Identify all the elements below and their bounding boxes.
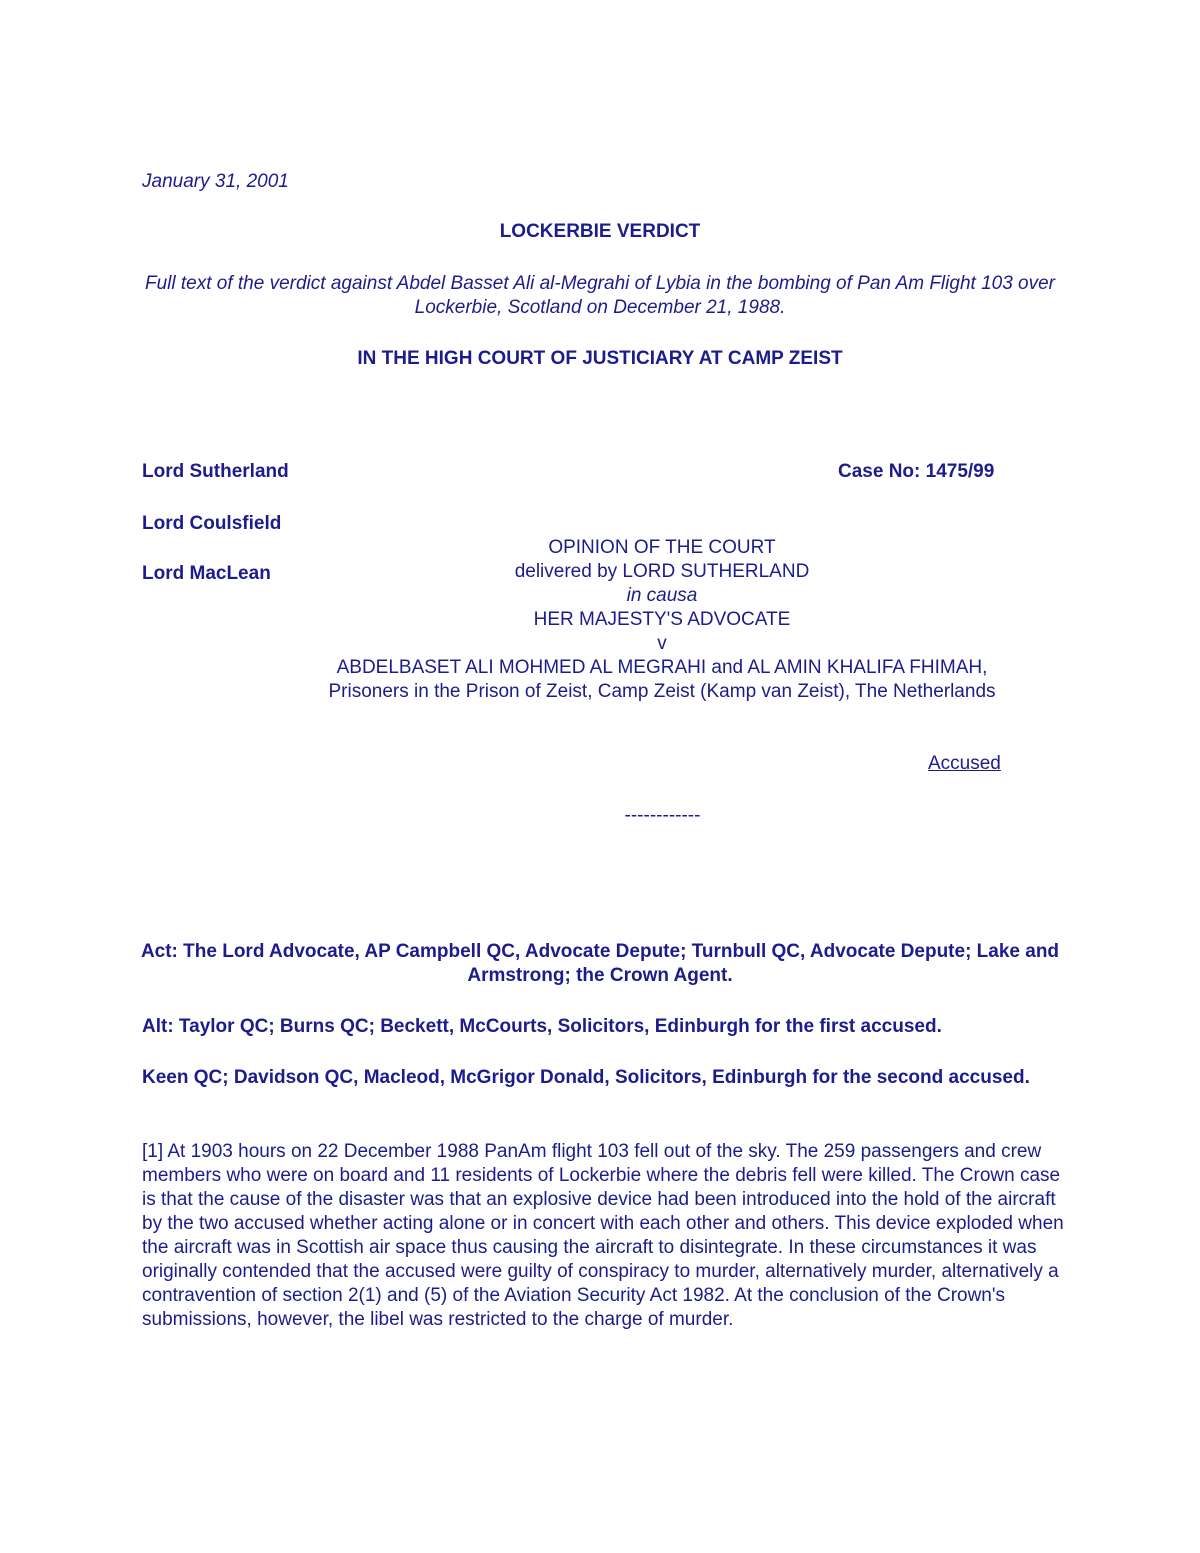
judge-name: Lord MacLean bbox=[142, 563, 271, 584]
judge-name: Lord Sutherland bbox=[142, 461, 289, 482]
document-date: January 31, 2001 bbox=[142, 171, 289, 192]
opinion-prosecutor: HER MAJESTY'S ADVOCATE bbox=[533, 609, 791, 630]
counsel-alt: Alt: Taylor QC; Burns QC; Beckett, McCourts, Solicitors, Edinburgh for the first accused. bbox=[142, 1016, 942, 1037]
counsel-act: Act: The Lord Advocate, AP Campbell QC, Advocate Depute; Turnbull QC, Advocate Depute; Lake and Armstrong; the Crown Agent. bbox=[140, 941, 1060, 986]
counsel-second-accused: Keen QC; Davidson QC, Macleod, McGrigor Donald, Solicitors, Edinburgh for the second accused. bbox=[142, 1067, 1030, 1088]
court-heading: IN THE HIGH COURT OF JUSTICIARY AT CAMP ZEIST bbox=[357, 348, 843, 369]
document-title: LOCKERBIE VERDICT bbox=[499, 221, 701, 242]
paragraph-1: [1] At 1903 hours on 22 December 1988 PanAm flight 103 fell out of the sky. The 259 passengers and crew members who were on board and 11 residents of Lockerbie where the debris fell were killed. The Crown case is that the cause of the disaster was that an explosive device had been introduced into the hold of the aircraft by the two accused whether acting alone or in concert with each other and others. This device exploded when the aircraft was in Scottish air space thus causing the aircraft to disintegrate. In these circumstances it was originally contended that the accused were guilty of conspiracy to murder, alternatively murder, alternatively a contravention of section 2(1) and (5) of the Aviation Security Act 1982. At the conclusion of the Crown's submissions, however, the libel was restricted to the charge of murder. bbox=[142, 1141, 1064, 1330]
case-number: Case No: 1475/99 bbox=[838, 461, 995, 482]
opinion-block bbox=[300, 536, 1024, 704]
opinion-in-causa: in causa bbox=[626, 585, 698, 606]
judge-name: Lord Coulsfield bbox=[142, 513, 282, 534]
opinion-accused-names: ABDELBASET ALI MOHMED AL MEGRAHI and AL AMIN KHALIFA FHIMAH, Prisoners in the Prison of Zeist, Camp Zeist (Kamp van Zeist), The Netherlands bbox=[328, 657, 996, 702]
opinion-heading: OPINION OF THE COURT bbox=[548, 537, 776, 558]
separator-rule: ------------ bbox=[624, 805, 701, 826]
opinion-delivered-by: delivered by LORD SUTHERLAND bbox=[514, 561, 810, 582]
accused-label: Accused bbox=[928, 753, 1001, 774]
document-subtitle: Full text of the verdict against Abdel Basset Ali al-Megrahi of Lybia in the bombing of Pan Am Flight 103 over Lockerbie, Scotland on December 21, 1988. bbox=[144, 273, 1056, 318]
opinion-versus: v bbox=[657, 633, 667, 654]
